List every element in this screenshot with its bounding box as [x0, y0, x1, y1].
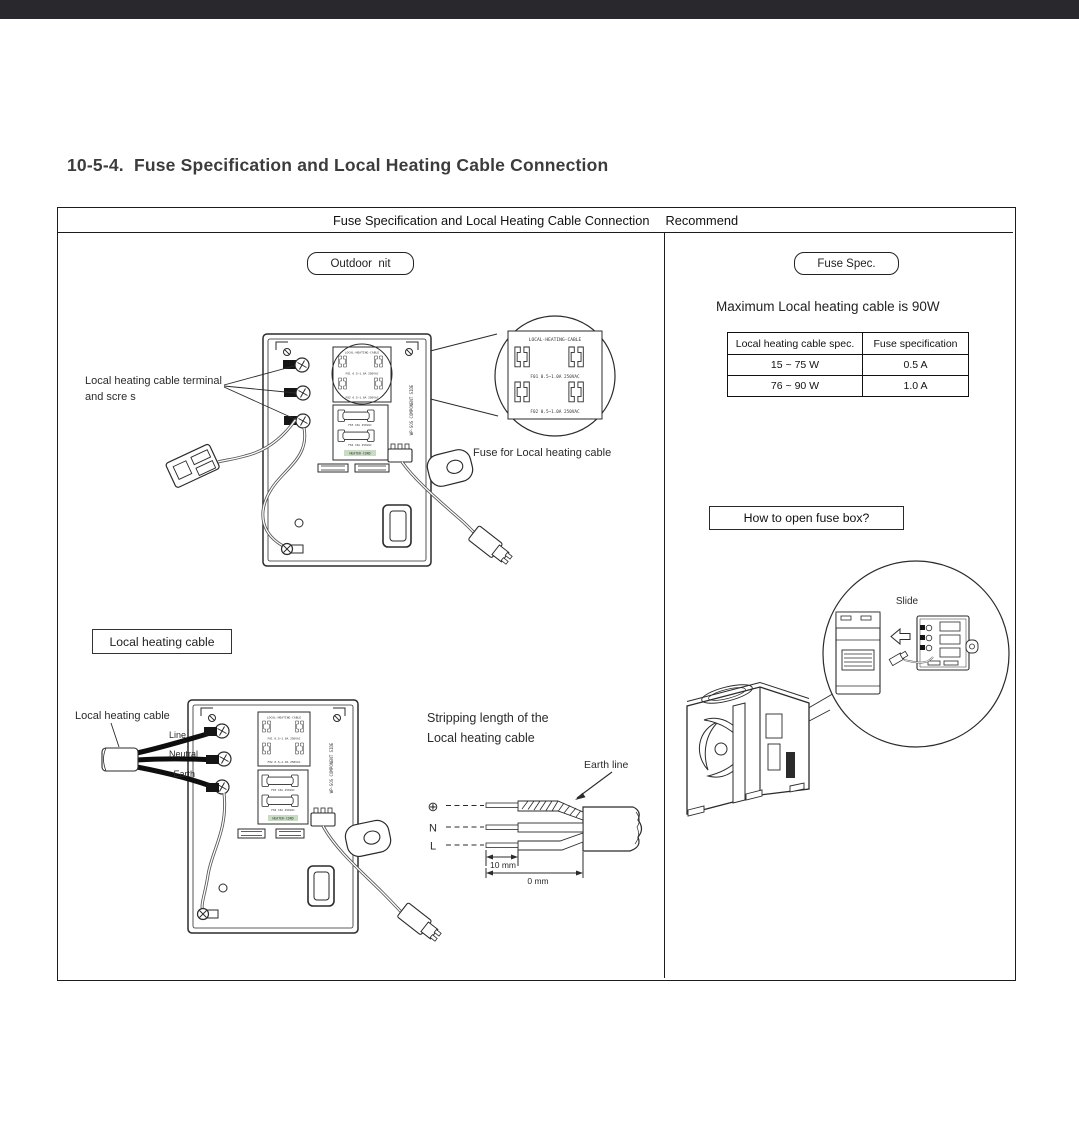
- svg-text:F03 15A 250VAC: F03 15A 250VAC: [348, 423, 372, 427]
- fuse-box-lower: [333, 405, 388, 460]
- earth-line-label: Earth line: [584, 759, 629, 771]
- svg-text:HEATER-CORD: HEATER-CORD: [272, 816, 294, 821]
- fuse-spec-table: [727, 332, 969, 397]
- svg-text:F01 0.5~1.0A 250VAC: F01 0.5~1.0A 250VAC: [267, 736, 301, 741]
- wire-label-neutral: Neutral: [168, 749, 198, 759]
- fuse-box-lower-2: [258, 770, 308, 824]
- stripping-diagram: [420, 698, 665, 893]
- table-header-row: [728, 333, 969, 355]
- local-heating-cable-section-badge: Local heating cable: [92, 629, 232, 654]
- stripping-title-2: Local heating cable: [427, 731, 535, 745]
- table-cell: 15 ~ 75 W: [728, 355, 863, 376]
- line-symbol: L: [429, 840, 437, 853]
- table-row: [728, 376, 969, 397]
- dashed-leads: [446, 806, 484, 846]
- earth-ground-icon: ⊕: [427, 799, 439, 814]
- control-board-2: [188, 700, 393, 933]
- terminal-label-line1: Local heating cable terminal: [85, 375, 222, 387]
- svg-text:F03 15A 250VAC: F03 15A 250VAC: [271, 788, 295, 792]
- fuse-holder-plug-2: [397, 902, 444, 944]
- frame-header: [58, 208, 1013, 233]
- cable-label: Local heating cable: [75, 710, 170, 722]
- svg-text:LOCAL-HEATING-CABLE: LOCAL-HEATING-CABLE: [266, 715, 302, 720]
- dim-10mm-label: 10 mm: [490, 860, 516, 870]
- control-board: [263, 334, 475, 566]
- fuse-box-cover: [836, 612, 880, 694]
- slide-label: Slide: [895, 596, 919, 607]
- ground-lug: [282, 544, 304, 555]
- svg-text:F02 0.5~1.0A 250VAC: F02 0.5~1.0A 250VAC: [530, 410, 580, 415]
- table-header-cell: Local heating cable spec.: [728, 333, 863, 355]
- three-pin-connector: [388, 444, 412, 462]
- wire-label-earth: Earth: [173, 769, 195, 779]
- line-wire: [486, 833, 583, 850]
- fuse-box-upper: [333, 347, 391, 402]
- table-cell: 76 ~ 90 W: [728, 376, 863, 397]
- cable-body: [583, 807, 642, 851]
- top-black-bar: [0, 0, 1079, 19]
- fuse-for-label: Fuse for Local heating cable: [473, 447, 612, 459]
- fuse-box-open-diagram: [676, 556, 1014, 824]
- board-hole: [295, 519, 303, 527]
- table-cell: 1.0 A: [863, 376, 969, 397]
- neutral-wire: [486, 823, 583, 832]
- svg-text:F02 0.5~1.0A 250VAC: F02 0.5~1.0A 250VAC: [267, 760, 301, 764]
- svg-text:F01 0.5~1.0A 250VAC: F01 0.5~1.0A 250VAC: [345, 371, 379, 376]
- table-cell: 0.5 A: [863, 355, 969, 376]
- fuse-spec-badge: Fuse Spec.: [794, 252, 899, 275]
- fuse-box-upper-2: [258, 712, 310, 766]
- connector-plug: [165, 444, 220, 489]
- max-heating-note: Maximum Local heating cable is 90W: [716, 299, 940, 314]
- three-pin-connector-2: [311, 808, 335, 826]
- stripping-title-1: Stripping length of the: [427, 711, 549, 725]
- how-to-open-fuse-box-label: How to open fuse box?: [709, 506, 904, 530]
- svg-text:F02 0.5~1.0A 250VAC: F02 0.5~1.0A 250VAC: [345, 395, 379, 400]
- frame-header-recommend: Recommend: [665, 212, 739, 228]
- upper-board-diagram: [60, 300, 665, 610]
- ground-lug-2: [198, 909, 219, 920]
- cable-label-leader: [111, 723, 119, 747]
- table-row: [728, 355, 969, 376]
- frame-header-title: Fuse Specification and Local Heating Cable Connection: [332, 212, 650, 228]
- neutral-symbol: N: [429, 822, 437, 835]
- board-hole-2: [219, 884, 227, 892]
- outdoor-unit-drawing: [687, 681, 809, 816]
- fuse-holder-plug: [468, 525, 515, 567]
- board-side-text-2: WP-SOS COMPONENT SIDE: [329, 742, 334, 794]
- terminal-label-line2: and scre s: [85, 391, 136, 403]
- cable-sleeve: [102, 748, 138, 771]
- svg-text:LOCAL-HEATING-CABLE: LOCAL-HEATING-CABLE: [528, 338, 582, 343]
- lower-board-diagram: [60, 690, 480, 948]
- heating-cable-terminals: [283, 358, 310, 428]
- svg-text:LOCAL-HEATING-CABLE: LOCAL-HEATING-CABLE: [344, 350, 380, 355]
- dim-0mm-label: 0 mm: [527, 876, 549, 886]
- earth-wire: [486, 801, 583, 820]
- fuse-callout-circle: [495, 316, 615, 436]
- mounting-bracket: [425, 447, 475, 489]
- wire-label-line: Line: [168, 730, 186, 740]
- svg-text:F01 0.5~1.0A 250VAC: F01 0.5~1.0A 250VAC: [530, 375, 580, 380]
- svg-text:HEATER-CORD: HEATER-CORD: [349, 451, 371, 456]
- svg-text:F04 15A 250VAC: F04 15A 250VAC: [271, 808, 295, 812]
- table-header-cell: Fuse specification: [863, 333, 969, 355]
- board-side-text: WP-SOS COMPONENT SIDE: [409, 384, 414, 436]
- outdoor-unit-badge: Outdoor nit: [307, 252, 414, 275]
- svg-text:F04 15A 250VAC: F04 15A 250VAC: [348, 443, 372, 447]
- page-title: 10-5-4. Fuse Specification and Local Heating Cable Connection: [67, 155, 609, 175]
